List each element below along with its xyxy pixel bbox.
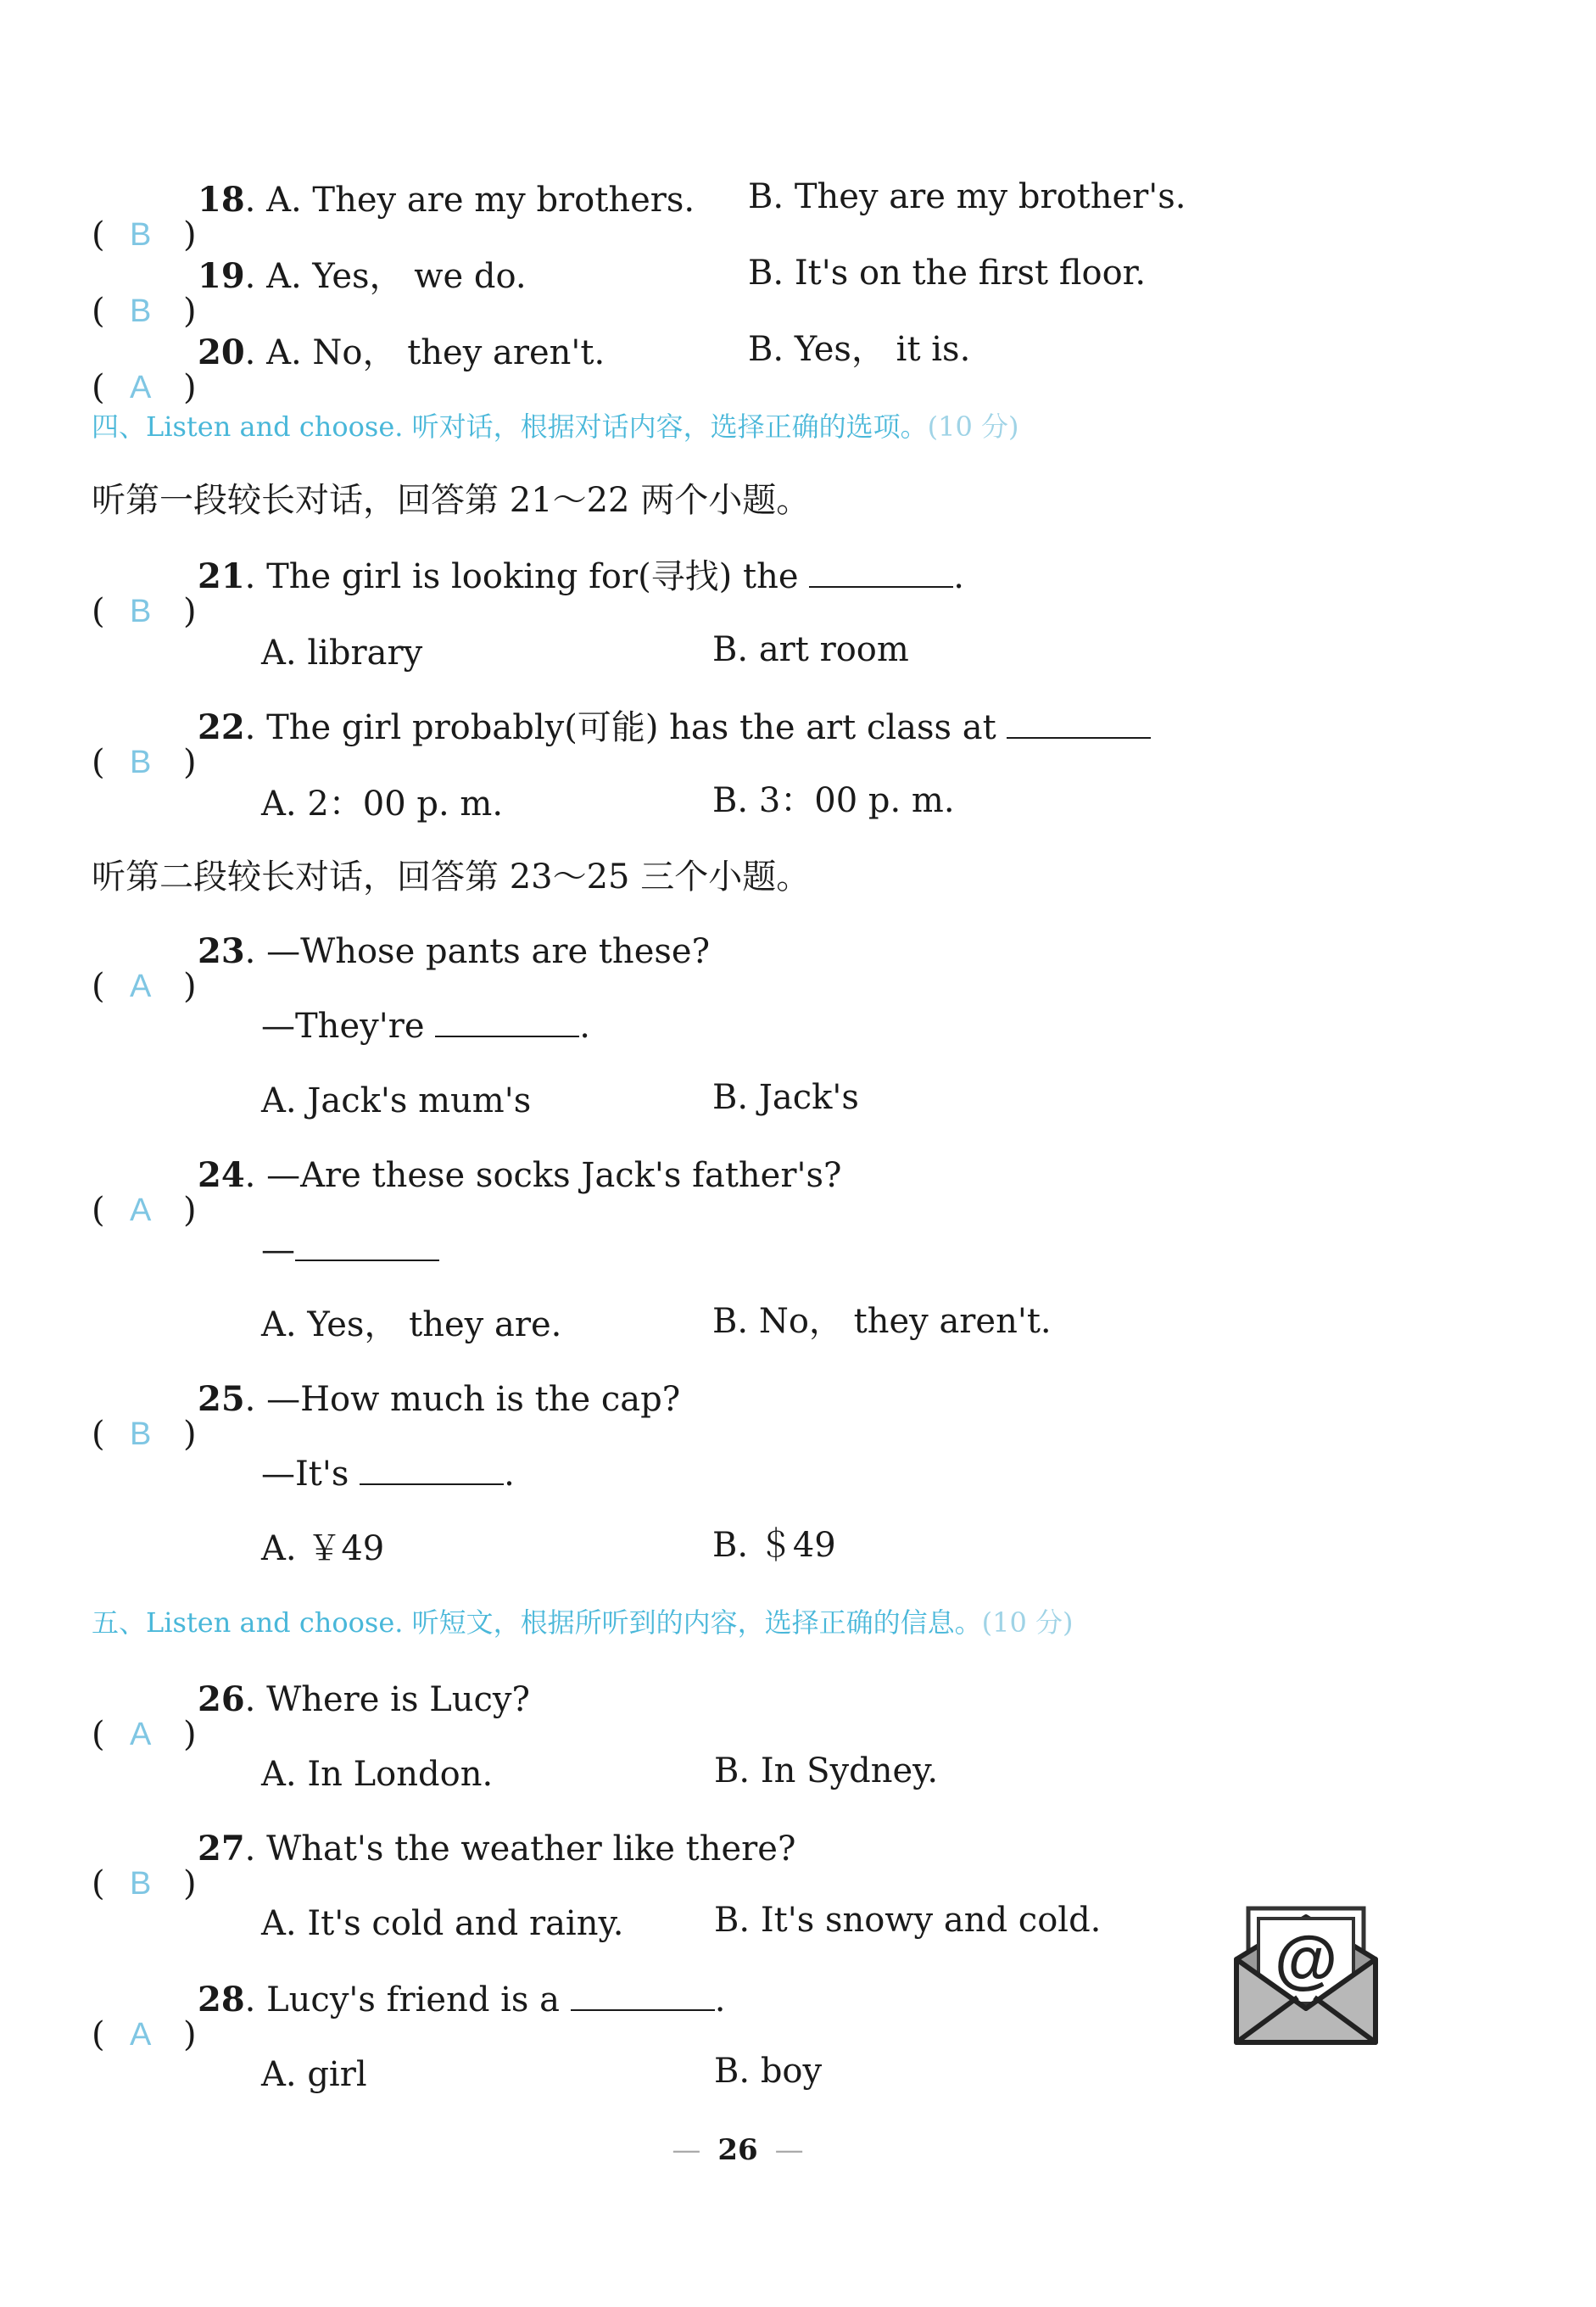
answer-blank bbox=[1007, 707, 1151, 739]
at-symbol: @ bbox=[1274, 1924, 1338, 1996]
page-number-value: 26 bbox=[717, 2133, 758, 2167]
question-number: 24 bbox=[198, 1155, 245, 1195]
reply-text: —They're bbox=[261, 1007, 425, 1046]
option-b: B. Yes， it is. bbox=[748, 330, 971, 369]
reply-line bbox=[261, 1226, 439, 1274]
period: . bbox=[579, 1007, 590, 1046]
answer-mark: A bbox=[130, 2017, 152, 2053]
question-25: ( B ) 25. —How much is the cap? bbox=[92, 1376, 680, 1423]
option-a: A. In London. bbox=[261, 1755, 494, 1794]
question-number: 22 bbox=[198, 707, 245, 747]
option-a: A. ￥49 bbox=[261, 1529, 385, 1568]
question-text: . What's the weather like there? bbox=[244, 1829, 796, 1869]
section-score: (10 分) bbox=[981, 1606, 1074, 1639]
option-a: . A. Yes， we do. bbox=[244, 257, 527, 296]
option-a: A. Jack's mum's bbox=[261, 1081, 532, 1120]
question-number: 25 bbox=[198, 1379, 245, 1419]
page-number: — 26 — bbox=[672, 2133, 804, 2167]
question-number: 28 bbox=[198, 1980, 245, 2019]
answer-mark: A bbox=[130, 1193, 152, 1228]
question-number: 18 bbox=[198, 180, 245, 220]
section-5-heading bbox=[92, 1601, 1073, 1644]
option-b: B. boy bbox=[714, 2052, 823, 2091]
reply-text: —It's bbox=[261, 1455, 349, 1494]
answer-mark: A bbox=[130, 370, 152, 405]
reply-text: — bbox=[261, 1231, 295, 1270]
question-26: ( A ) 26. Where is Lucy? bbox=[92, 1676, 530, 1723]
mail-envelope-icon bbox=[1230, 1900, 1382, 2053]
section-4-heading bbox=[92, 405, 1018, 448]
option-b: B. It's on the first floor. bbox=[748, 254, 1147, 293]
question-text: . The girl probably(可能) has the art class at bbox=[244, 708, 996, 747]
question-18: ( B ) 18. A. They are my brothers. bbox=[92, 176, 695, 224]
question-27: ( B ) 27. What's the weather like there? bbox=[92, 1825, 795, 1873]
question-number: 26 bbox=[198, 1679, 245, 1719]
option-b: B. 3：00 p. m. bbox=[712, 781, 955, 820]
question-text: . The girl is looking for(寻找) the bbox=[244, 557, 799, 596]
question-22: ( B ) 22. The girl probably(可能) has the art class at bbox=[92, 704, 1151, 751]
question-text: . —Whose pants are these? bbox=[244, 932, 711, 971]
question-text: . Lucy's friend is a bbox=[244, 1980, 561, 2019]
reply-line bbox=[261, 1003, 590, 1050]
answer-mark: B bbox=[130, 1416, 152, 1452]
section-title: 四、Listen and choose. 听对话，根据对话内容，选择正确的选项。 bbox=[92, 411, 928, 443]
question-23: ( A ) 23. —Whose pants are these? bbox=[92, 928, 710, 975]
option-a: A. Yes， they are. bbox=[261, 1305, 562, 1344]
question-28: ( A ) 28. Lucy's friend is a . bbox=[92, 1976, 725, 2024]
option-b: B. They are my brother's. bbox=[748, 177, 1186, 216]
answer-blank bbox=[809, 556, 953, 588]
option-b: B. Jack's bbox=[712, 1078, 859, 1117]
question-number: 21 bbox=[198, 556, 245, 596]
question-number: 27 bbox=[198, 1829, 245, 1869]
period: . bbox=[714, 1980, 726, 2019]
option-b: B. No， they aren't. bbox=[712, 1302, 1052, 1341]
option-a: . A. They are my brothers. bbox=[244, 181, 695, 220]
answer-mark: B bbox=[130, 293, 152, 329]
answer-mark: B bbox=[130, 594, 152, 629]
answer-mark: A bbox=[130, 969, 152, 1004]
section-title: 五、Listen and choose. 听短文，根据所听到的内容，选择正确的信息。 bbox=[92, 1606, 982, 1639]
period: . bbox=[953, 557, 964, 596]
reply-line bbox=[261, 1450, 515, 1498]
option-a: A. girl bbox=[261, 2055, 367, 2094]
option-a: A. library bbox=[261, 634, 423, 673]
dialog-1-heading: 听第一段较长对话，回答第 21～22 两个小题。 bbox=[92, 481, 811, 520]
question-number: 20 bbox=[198, 332, 245, 372]
question-number: 23 bbox=[198, 931, 245, 971]
option-a: A. 2：00 p. m. bbox=[261, 785, 504, 824]
option-b: B. ＄49 bbox=[712, 1526, 836, 1565]
question-text: . —Are these socks Jack's father's? bbox=[244, 1156, 842, 1195]
answer-mark: B bbox=[130, 745, 152, 780]
answer-blank bbox=[295, 1229, 439, 1261]
answer-blank bbox=[360, 1453, 504, 1485]
option-b: B. It's snowy and cold. bbox=[714, 1901, 1102, 1940]
option-b: B. art room bbox=[712, 630, 909, 669]
section-score: (10 分) bbox=[927, 411, 1019, 443]
question-text: . Where is Lucy? bbox=[244, 1680, 530, 1719]
option-a: . A. No， they aren't. bbox=[244, 333, 605, 372]
question-text: . —How much is the cap? bbox=[244, 1380, 681, 1419]
option-b: B. In Sydney. bbox=[714, 1751, 939, 1790]
question-21: ( B ) 21. The girl is looking for(寻找) the . bbox=[92, 553, 964, 600]
dialog-2-heading: 听第二段较长对话，回答第 23～25 三个小题。 bbox=[92, 857, 811, 897]
question-19: ( B ) 19. A. Yes， we do. bbox=[92, 253, 527, 300]
answer-mark: B bbox=[130, 1866, 152, 1902]
answer-blank bbox=[571, 1979, 715, 2011]
answer-mark: B bbox=[130, 217, 152, 253]
answer-blank bbox=[435, 1005, 579, 1037]
period: . bbox=[504, 1455, 515, 1494]
question-20: ( A ) 20. A. No， they aren't. bbox=[92, 329, 605, 377]
question-24: ( A ) 24. —Are these socks Jack's father's? bbox=[92, 1152, 841, 1199]
answer-mark: A bbox=[130, 1717, 152, 1752]
option-a: A. It's cold and rainy. bbox=[261, 1904, 624, 1943]
question-number: 19 bbox=[198, 256, 245, 296]
